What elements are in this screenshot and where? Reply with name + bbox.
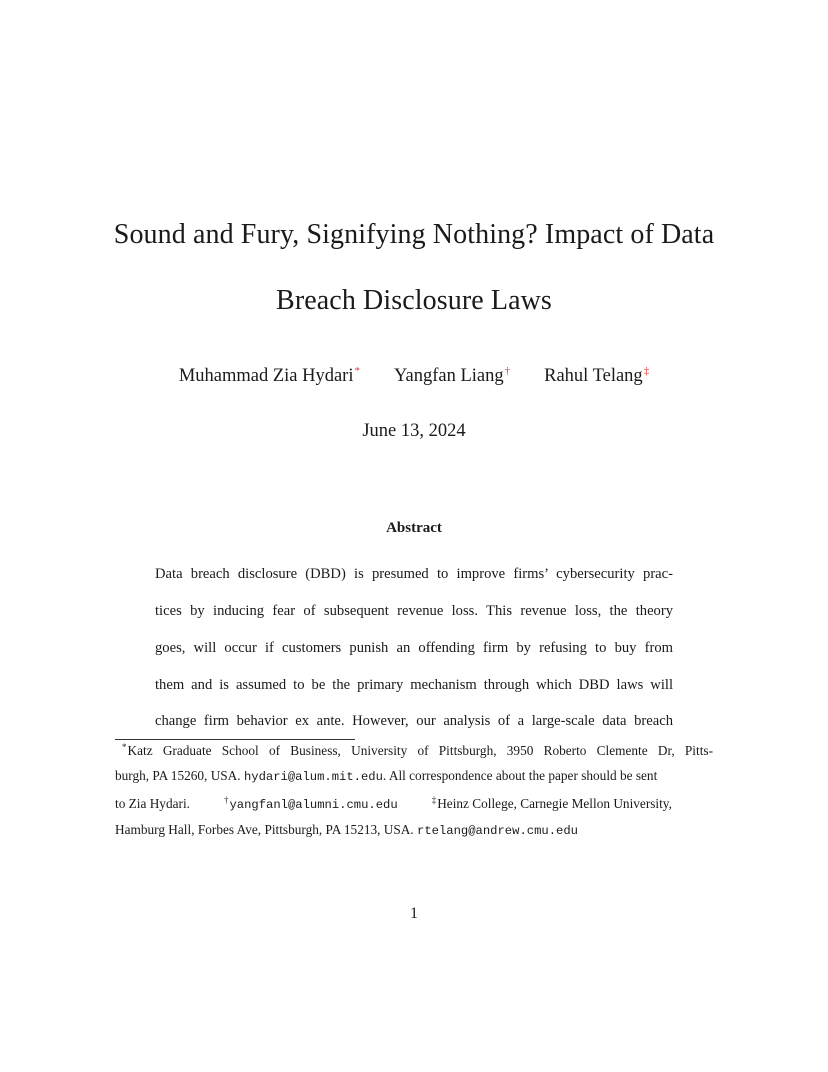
author-liang	[394, 365, 510, 387]
page-number: 1	[410, 905, 418, 922]
footnote-line	[122, 742, 713, 759]
author-hydari	[179, 365, 360, 387]
email-link[interactable]: hydari@alum.mit.edu	[243, 770, 383, 784]
abstract-line: them and is assumed to be the primary mechanism through which DBD laws will	[155, 677, 673, 693]
author-list	[0, 365, 828, 387]
footnote-line	[115, 795, 713, 812]
author-name: Rahul Telang	[544, 366, 643, 386]
footnote-text: Heinz College, Carnegie Mellon University,	[437, 796, 672, 811]
footnote-text: Katz Graduate School of Business, University of Pittsburgh, 3950 Roberto Clemente Dr, Pitts-	[127, 743, 713, 758]
footnote-line	[115, 822, 713, 838]
abstract-line: Data breach disclosure (DBD) is presumed to improve firms’ cybersecurity prac-	[155, 566, 673, 582]
footnote-mark: ‡	[431, 795, 437, 805]
author-footnote-mark[interactable]: †	[504, 365, 511, 377]
footnote-text: to Zia Hydari.	[115, 796, 190, 811]
publication-date: June 13, 2024	[362, 421, 466, 441]
footnote-rule	[115, 739, 355, 740]
author-footnote-mark[interactable]: ‡	[643, 365, 650, 377]
author-name: Muhammad Zia Hydari	[178, 366, 354, 386]
abstract-line: change firm behavior ex ante. However, our analysis of a large-scale data breach	[155, 713, 673, 729]
paper-title-line-1: Sound and Fury, Signifying Nothing? Impact of Data	[113, 219, 715, 250]
abstract-heading: Abstract	[386, 520, 442, 536]
author-footnote-mark[interactable]: *	[354, 365, 360, 377]
footnote-text: burgh, PA 15260, USA.	[115, 768, 241, 783]
author-name: Yangfan Liang	[394, 366, 504, 386]
footnote-mark: *	[122, 742, 127, 752]
email-link[interactable]: yangfanl@alumni.cmu.edu	[229, 798, 398, 812]
author-telang	[544, 365, 649, 387]
footnote-mark: †	[223, 795, 229, 805]
abstract-line: tices by inducing fear of subsequent revenue loss. This revenue loss, the theory	[155, 603, 673, 619]
footnote-text: Hamburg Hall, Forbes Ave, Pittsburgh, PA 15213, USA.	[115, 822, 414, 837]
email-link[interactable]: rtelang@andrew.cmu.edu	[417, 824, 578, 838]
footnote-text: . All correspondence about the paper should be sent	[382, 768, 658, 783]
paper-title-line-2: Breach Disclosure Laws	[276, 285, 552, 316]
footnote-line	[115, 768, 713, 784]
abstract-line: goes, will occur if customers punish an offending firm by refusing to buy from	[155, 640, 673, 656]
